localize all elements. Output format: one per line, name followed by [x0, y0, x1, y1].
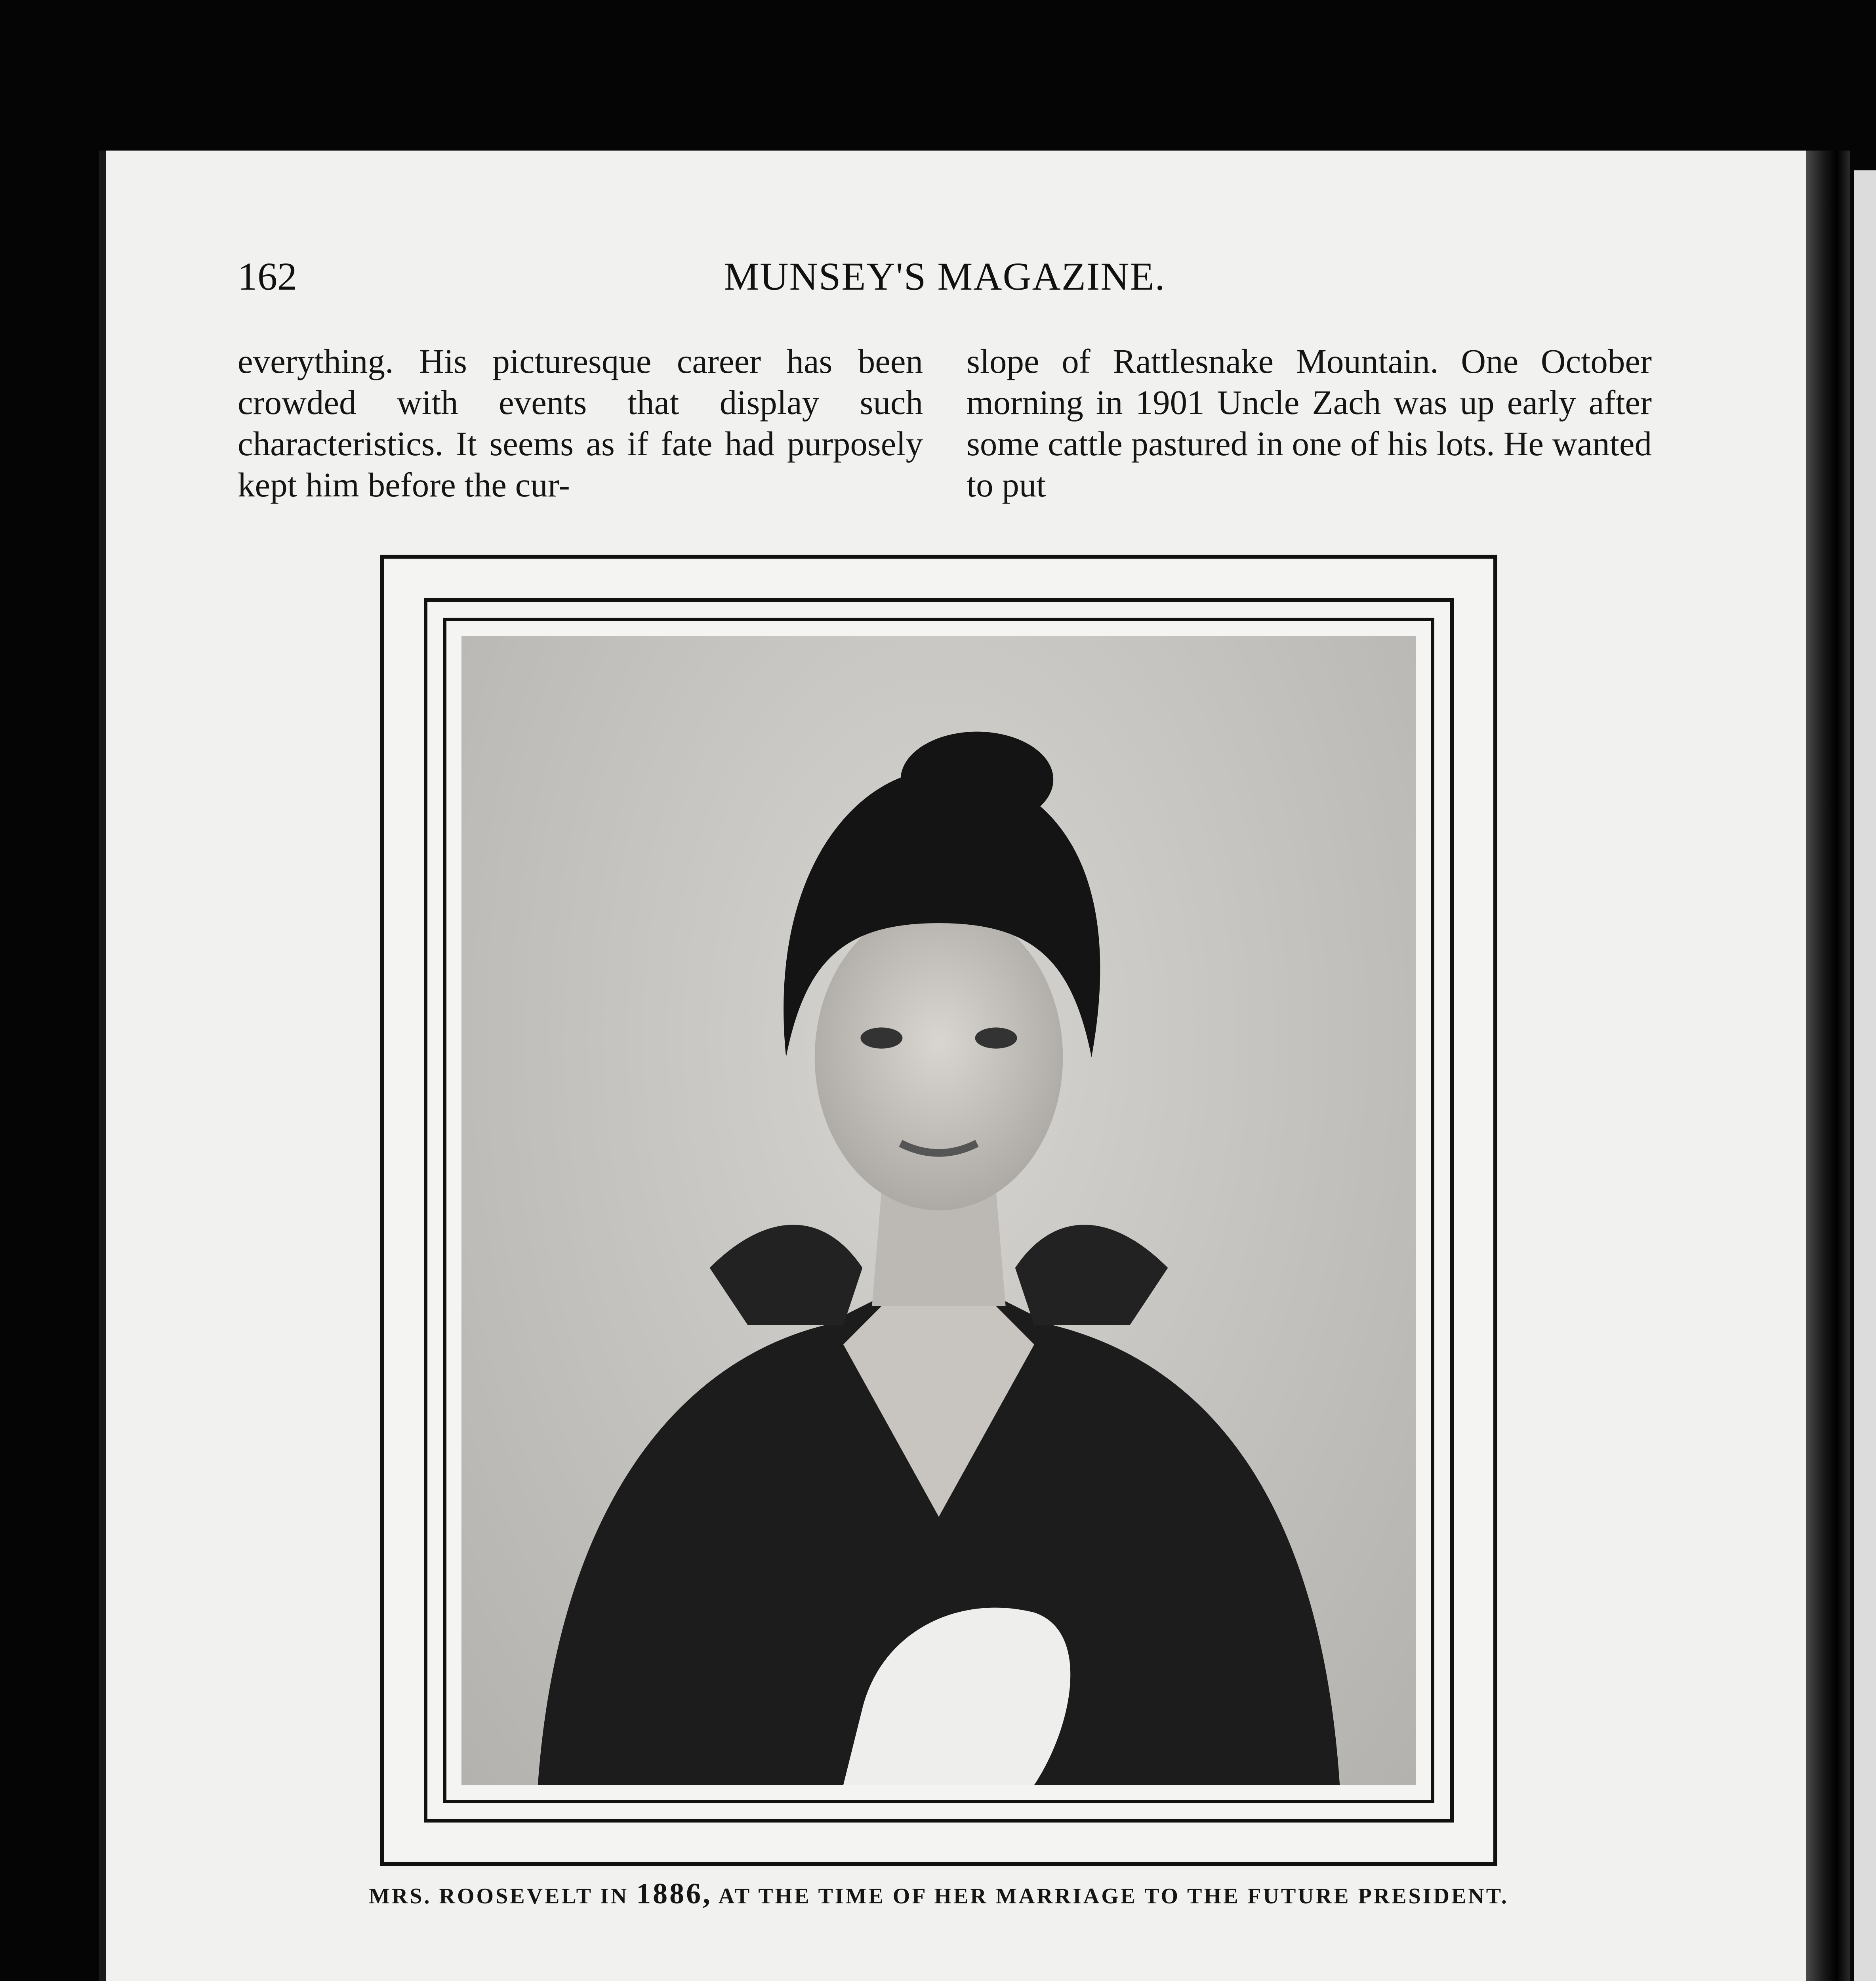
- photo-frame: [380, 555, 1497, 1866]
- photo-caption: MRS. ROOSEVELT IN 1886, AT THE TIME OF HER MARRIAGE TO THE FUTURE PRESIDENT.: [369, 1878, 1509, 1910]
- text-paragraph: slope of Rattlesnake Mountain. One October morning in 1901 Uncle Zach was up early after some cattle pastured in one of his lots. He wanted to put: [967, 342, 1652, 504]
- page-gutter-shadow: [1806, 151, 1850, 1981]
- top-left-column: [238, 341, 923, 506]
- portrait-illustration: [461, 636, 1416, 1785]
- page-header: [238, 254, 1652, 301]
- adjacent-page-edge: [1854, 170, 1876, 1981]
- magazine-title: MUNSEY'S MAGAZINE.: [724, 254, 1166, 298]
- page-number: 162: [238, 254, 297, 298]
- top-right-column: [967, 341, 1652, 506]
- text-paragraph: everything. His picturesque career has been crowded with events that display such characteristics. It seems as if fate had purposely kept him before the cur-: [238, 342, 923, 504]
- portrait-photo: [461, 636, 1416, 1785]
